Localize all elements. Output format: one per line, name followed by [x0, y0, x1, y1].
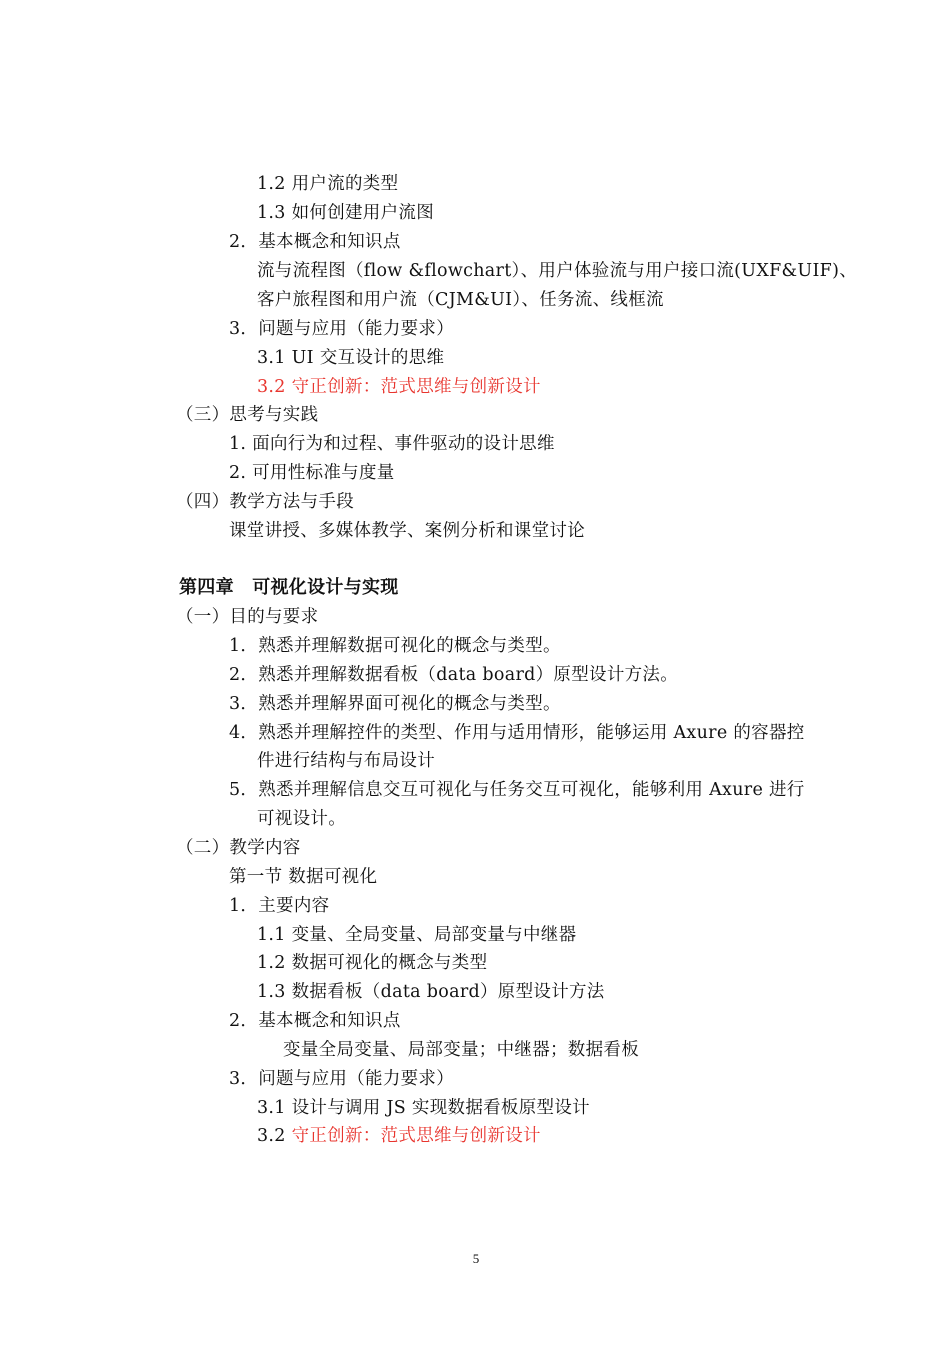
highlighted-list-item	[257, 1125, 541, 1147]
highlighted-list-item: 3.2 守正创新：范式思维与创新设计	[257, 377, 541, 397]
list-item: 1. 面向行为和过程、事件驱动的设计思维	[229, 434, 555, 454]
highlighted-text: 守正创新：范式思维与创新设计	[291, 1126, 541, 1146]
section-heading: （三）思考与实践	[176, 405, 319, 425]
section-heading: （四）教学方法与手段	[176, 492, 354, 512]
subsection-heading: 第一节 数据可视化	[229, 867, 378, 887]
list-item: 3.1 设计与调用 JS 实现数据看板原型设计	[257, 1098, 590, 1118]
paragraph-line: 客户旅程图和用户流（CJM&UI）、任务流、线框流	[257, 290, 664, 310]
list-item: 2. 可用性标准与度量	[229, 463, 395, 483]
list-item-continuation: 可视设计。	[257, 809, 346, 829]
list-item: 3.1 UI 交互设计的思维	[257, 348, 445, 368]
list-item-continuation: 件进行结构与布局设计	[257, 751, 435, 771]
paragraph-line: 流与流程图（flow &flowchart）、用户体验流与用户接口流(UXF&UIF)、	[257, 261, 858, 281]
list-item: 4．熟悉并理解控件的类型、作用与适用情形，能够运用 Axure 的容器控	[229, 723, 805, 743]
page-number: 5	[472, 1251, 480, 1266]
list-item: 1.1 变量、全局变量、局部变量与中继器	[257, 925, 577, 945]
item-number: 3.2	[257, 1126, 286, 1146]
section-heading: （二）教学内容	[176, 838, 301, 858]
list-item: 2．基本概念和知识点	[229, 1011, 401, 1031]
list-item: 1．熟悉并理解数据可视化的概念与类型。	[229, 636, 561, 656]
list-item: 1．主要内容	[229, 896, 330, 916]
list-item: 1.2 数据可视化的概念与类型	[257, 953, 488, 973]
list-item: 2．基本概念和知识点	[229, 232, 401, 252]
paragraph-line: 课堂讲授、多媒体教学、案例分析和课堂讨论	[229, 521, 585, 541]
list-item: 1.2 用户流的类型	[257, 174, 399, 194]
section-heading: （一）目的与要求	[176, 607, 319, 627]
list-item: 3．问题与应用（能力要求）	[229, 319, 455, 339]
list-item: 1.3 数据看板（data board）原型设计方法	[257, 982, 605, 1002]
list-item: 3．问题与应用（能力要求）	[229, 1069, 455, 1089]
list-item: 2．熟悉并理解数据看板（data board）原型设计方法。	[229, 665, 679, 685]
list-item: 1.3 如何创建用户流图	[257, 203, 434, 223]
list-item: 3．熟悉并理解界面可视化的概念与类型。	[229, 694, 561, 714]
paragraph-line: 变量全局变量、局部变量；中继器；数据看板	[283, 1040, 639, 1060]
chapter-title: 第四章 可视化设计与实现	[179, 577, 399, 598]
list-item: 5．熟悉并理解信息交互可视化与任务交互可视化，能够利用 Axure 进行	[229, 780, 805, 800]
